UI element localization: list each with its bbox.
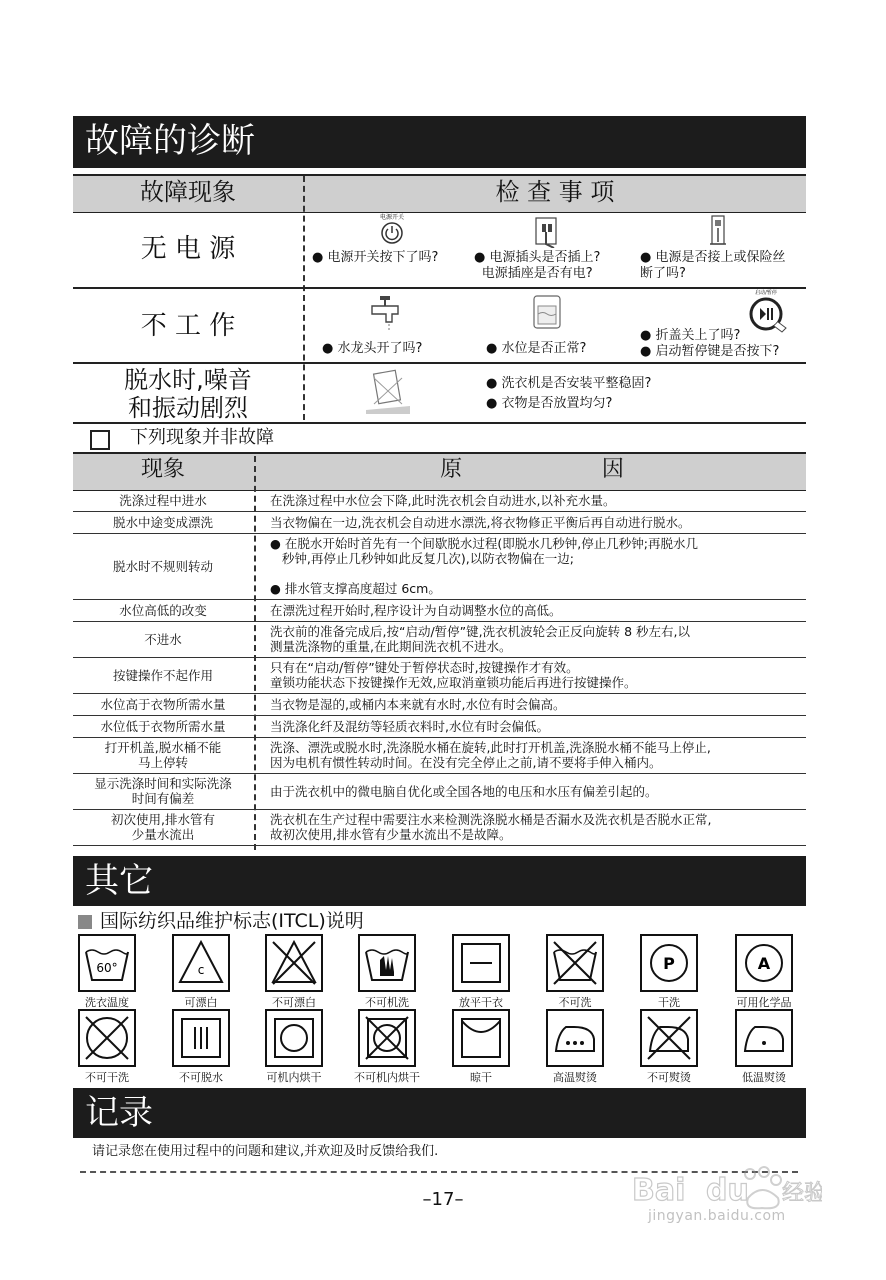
reason-cell: 洗衣前的准备完成后,按“启动/暂停”键,洗衣机波轮会正反向旋转 8 秒左右,以 测量洗涤物的重量,在此期间洗衣机不进水。: [270, 624, 690, 654]
phenomenon-cell: 按键操作不起作用: [112, 667, 213, 683]
col-check-header: 检 查 事 项: [495, 178, 615, 206]
line-dry-icon: [452, 1009, 510, 1067]
power-switch-caption: 电源开关: [379, 214, 404, 221]
phenomenon-cell: 水位低于衣物所需水量: [100, 718, 226, 734]
column-divider: [303, 176, 305, 420]
fault-not-working: 不 工 作: [140, 311, 236, 341]
baidu-watermark: [632, 1162, 822, 1242]
svg-text:P: P: [663, 954, 675, 973]
svg-text:A: A: [757, 954, 771, 973]
fault-spin-noise: 脱水时,噪音 和振动剧烈: [124, 366, 252, 422]
no-spin-icon: [172, 1009, 230, 1067]
svg-text:经验: 经验: [782, 1181, 822, 1206]
no-iron-icon: [640, 1009, 698, 1067]
svg-text:60°: 60°: [96, 961, 118, 975]
reason-cell: 在洗涤过程中水位会下降,此时洗衣机会自动进水,以补充水量。: [270, 492, 616, 508]
reason-cell: 当洗涤化纤及混纺等轻质衣料时,水位有时会偏低。: [270, 718, 549, 734]
page-number: –17–: [422, 1189, 464, 1210]
phenomenon-cell: 初次使用,排水管有 少量水流出: [111, 812, 215, 842]
no-dry-clean-icon: [78, 1009, 136, 1067]
no-bleach-icon: [265, 934, 323, 992]
care-symbol-label: 低温熨烫: [742, 1071, 786, 1084]
check-power-switch: ● 电源开关按下了吗?: [312, 250, 439, 265]
svg-text:c: c: [197, 963, 205, 977]
dry-flat-icon: [452, 934, 510, 992]
phenomenon-cell: 打开机盖,脱水桶不能 马上停转: [104, 740, 222, 770]
phenomenon-cell: 脱水时不规则转动: [112, 558, 213, 574]
reason-cell: 洗衣机在生产过程中需要注水来检测洗涤脱水桶是否漏水及洗衣机是否脱水正常, 故初次使用,排水管有少量水流出不是故障。: [270, 812, 712, 842]
phenomenon-cell: 不进水: [144, 631, 182, 647]
care-symbol-label: 不可脱水: [179, 1071, 223, 1084]
section-title-diagnosis: 故障的诊断: [73, 116, 806, 168]
start-pause-caption: 启动/暂停: [755, 290, 777, 296]
phenomenon-cell: 脱水中途变成漂洗: [112, 514, 213, 530]
checkbox-square-icon: [90, 430, 110, 450]
row-divider: [73, 362, 806, 364]
reason-cell: ● 在脱水开始时首先有一个间歇脱水过程(即脱水几秒钟,停止几秒钟;再脱水几 秒钟,再停止几秒钟如此反复几次),以防衣物偏在一边; ● 排水管支撑高度超过 6cm。: [270, 536, 698, 596]
power-switch-icon: [378, 212, 406, 247]
fault-no-power: 无 电 源: [140, 234, 236, 264]
reason-cell: 当衣物是湿的,或桶内本来就有水时,水位有时会偏高。: [270, 696, 566, 712]
plug-icon: [532, 214, 562, 248]
bleach-icon: [172, 934, 230, 992]
care-symbol-label: 干洗: [658, 996, 680, 1009]
row-divider: [73, 422, 806, 424]
reason-cell: 只有在“启动/暂停”键处于暂停状态时,按键操作才有效。 童锁功能状态下按键操作无效,应取消童锁功能后再进行按键操作。: [270, 660, 637, 690]
care-symbol-label: 晾干: [470, 1071, 492, 1084]
care-symbol-label: 不可机内烘干: [354, 1071, 420, 1084]
reason-cell: 洗涤、漂洗或脱水时,洗涤脱水桶在旋转,此时打开机盖,洗涤脱水桶不能马上停止, 因为电机有惯性转动时间。在没有完全停止之前,请不要将手伸入桶内。: [270, 740, 711, 770]
dry-clean-a-icon: [735, 934, 793, 992]
reason-cell: 由于洗衣机中的微电脑自优化或全国各地的电压和水压有偏差引起的。: [270, 783, 658, 799]
care-symbol-label: 不可机洗: [365, 996, 409, 1009]
reason-cell: 在漂洗过程开始时,程序设计为自动调整水位的高低。: [270, 602, 562, 618]
fuse-icon: [706, 214, 730, 248]
watermark-url: jingyan.baidu.com: [648, 1208, 786, 1224]
no-wash-icon: [546, 934, 604, 992]
no-machine-wash-icon: [358, 934, 416, 992]
check-plug: ● 电源插头是否插上? 电源插座是否有电?: [474, 250, 601, 281]
care-symbol-label: 可漂白: [184, 996, 218, 1009]
care-symbol-label: 可用化学品: [736, 996, 792, 1009]
check-balance: ● 洗衣机是否安装平整稳固? ● 衣物是否放置均匀?: [486, 376, 652, 411]
care-symbol-label: 不可熨烫: [647, 1071, 691, 1084]
care-symbol-label: 放平干衣: [459, 996, 503, 1009]
col-phenomenon-header: 现象: [140, 457, 185, 482]
dry-clean-p-icon: [640, 934, 698, 992]
faucet-icon: [366, 292, 406, 332]
column-divider: [254, 456, 256, 850]
row-divider: [73, 845, 806, 846]
phenomenon-cell: 水位高于衣物所需水量: [100, 696, 226, 712]
phenomenon-cell: 水位高低的改变: [119, 602, 207, 618]
check-water-level: ● 水位是否正常?: [486, 341, 587, 356]
iron-high-icon: [546, 1009, 604, 1067]
svg-text:Bai: Bai: [632, 1173, 686, 1208]
no-tumble-dry-icon: [358, 1009, 416, 1067]
phenomenon-cell: 洗涤过程中进水: [119, 492, 207, 508]
water-level-icon: [530, 292, 564, 332]
care-symbol-label: 可机内烘干: [266, 1071, 322, 1084]
care-symbol-label: 不可洗: [558, 996, 592, 1009]
care-symbol-label: 不可漂白: [272, 996, 316, 1009]
section-title-record: 记录: [73, 1088, 806, 1138]
gray-square-icon: [78, 915, 92, 929]
check-fuse: ● 电源是否接上或保险丝 断了吗?: [640, 250, 786, 281]
iron-low-icon: [735, 1009, 793, 1067]
care-symbol-label: 不可干洗: [85, 1071, 129, 1084]
not-fault-title: 下列现象并非故障: [130, 427, 274, 448]
care-symbol-label: 高温熨烫: [553, 1071, 597, 1084]
wash-temp-icon: [78, 934, 136, 992]
section-title-other: 其它: [73, 856, 806, 906]
itcl-title: 国际纺织品维护标志(ITCL)说明: [100, 910, 364, 932]
care-symbol-label: 洗衣温度: [85, 996, 129, 1009]
record-note: 请记录您在使用过程中的问题和建议,并欢迎及时反馈给我们.: [92, 1144, 439, 1159]
row-divider: [73, 287, 806, 289]
check-lid-and-start: ● 折盖关上了吗? ● 启动暂停键是否按下?: [640, 328, 780, 359]
reason-cell: 当衣物偏在一边,洗衣机会自动进水漂洗,将衣物修正平衡后再自动进行脱水。: [270, 514, 691, 530]
phenomenon-cell: 显示洗涤时间和实际洗涤 时间有偏差: [94, 776, 232, 806]
check-faucet: ● 水龙头开了吗?: [322, 341, 423, 356]
col-reason-header: 原 因: [440, 457, 624, 482]
col-fault-header: 故障现象: [140, 178, 236, 206]
svg-text:du: du: [706, 1173, 749, 1208]
tumble-dry-icon: [265, 1009, 323, 1067]
unstable-machine-icon: [364, 366, 412, 416]
